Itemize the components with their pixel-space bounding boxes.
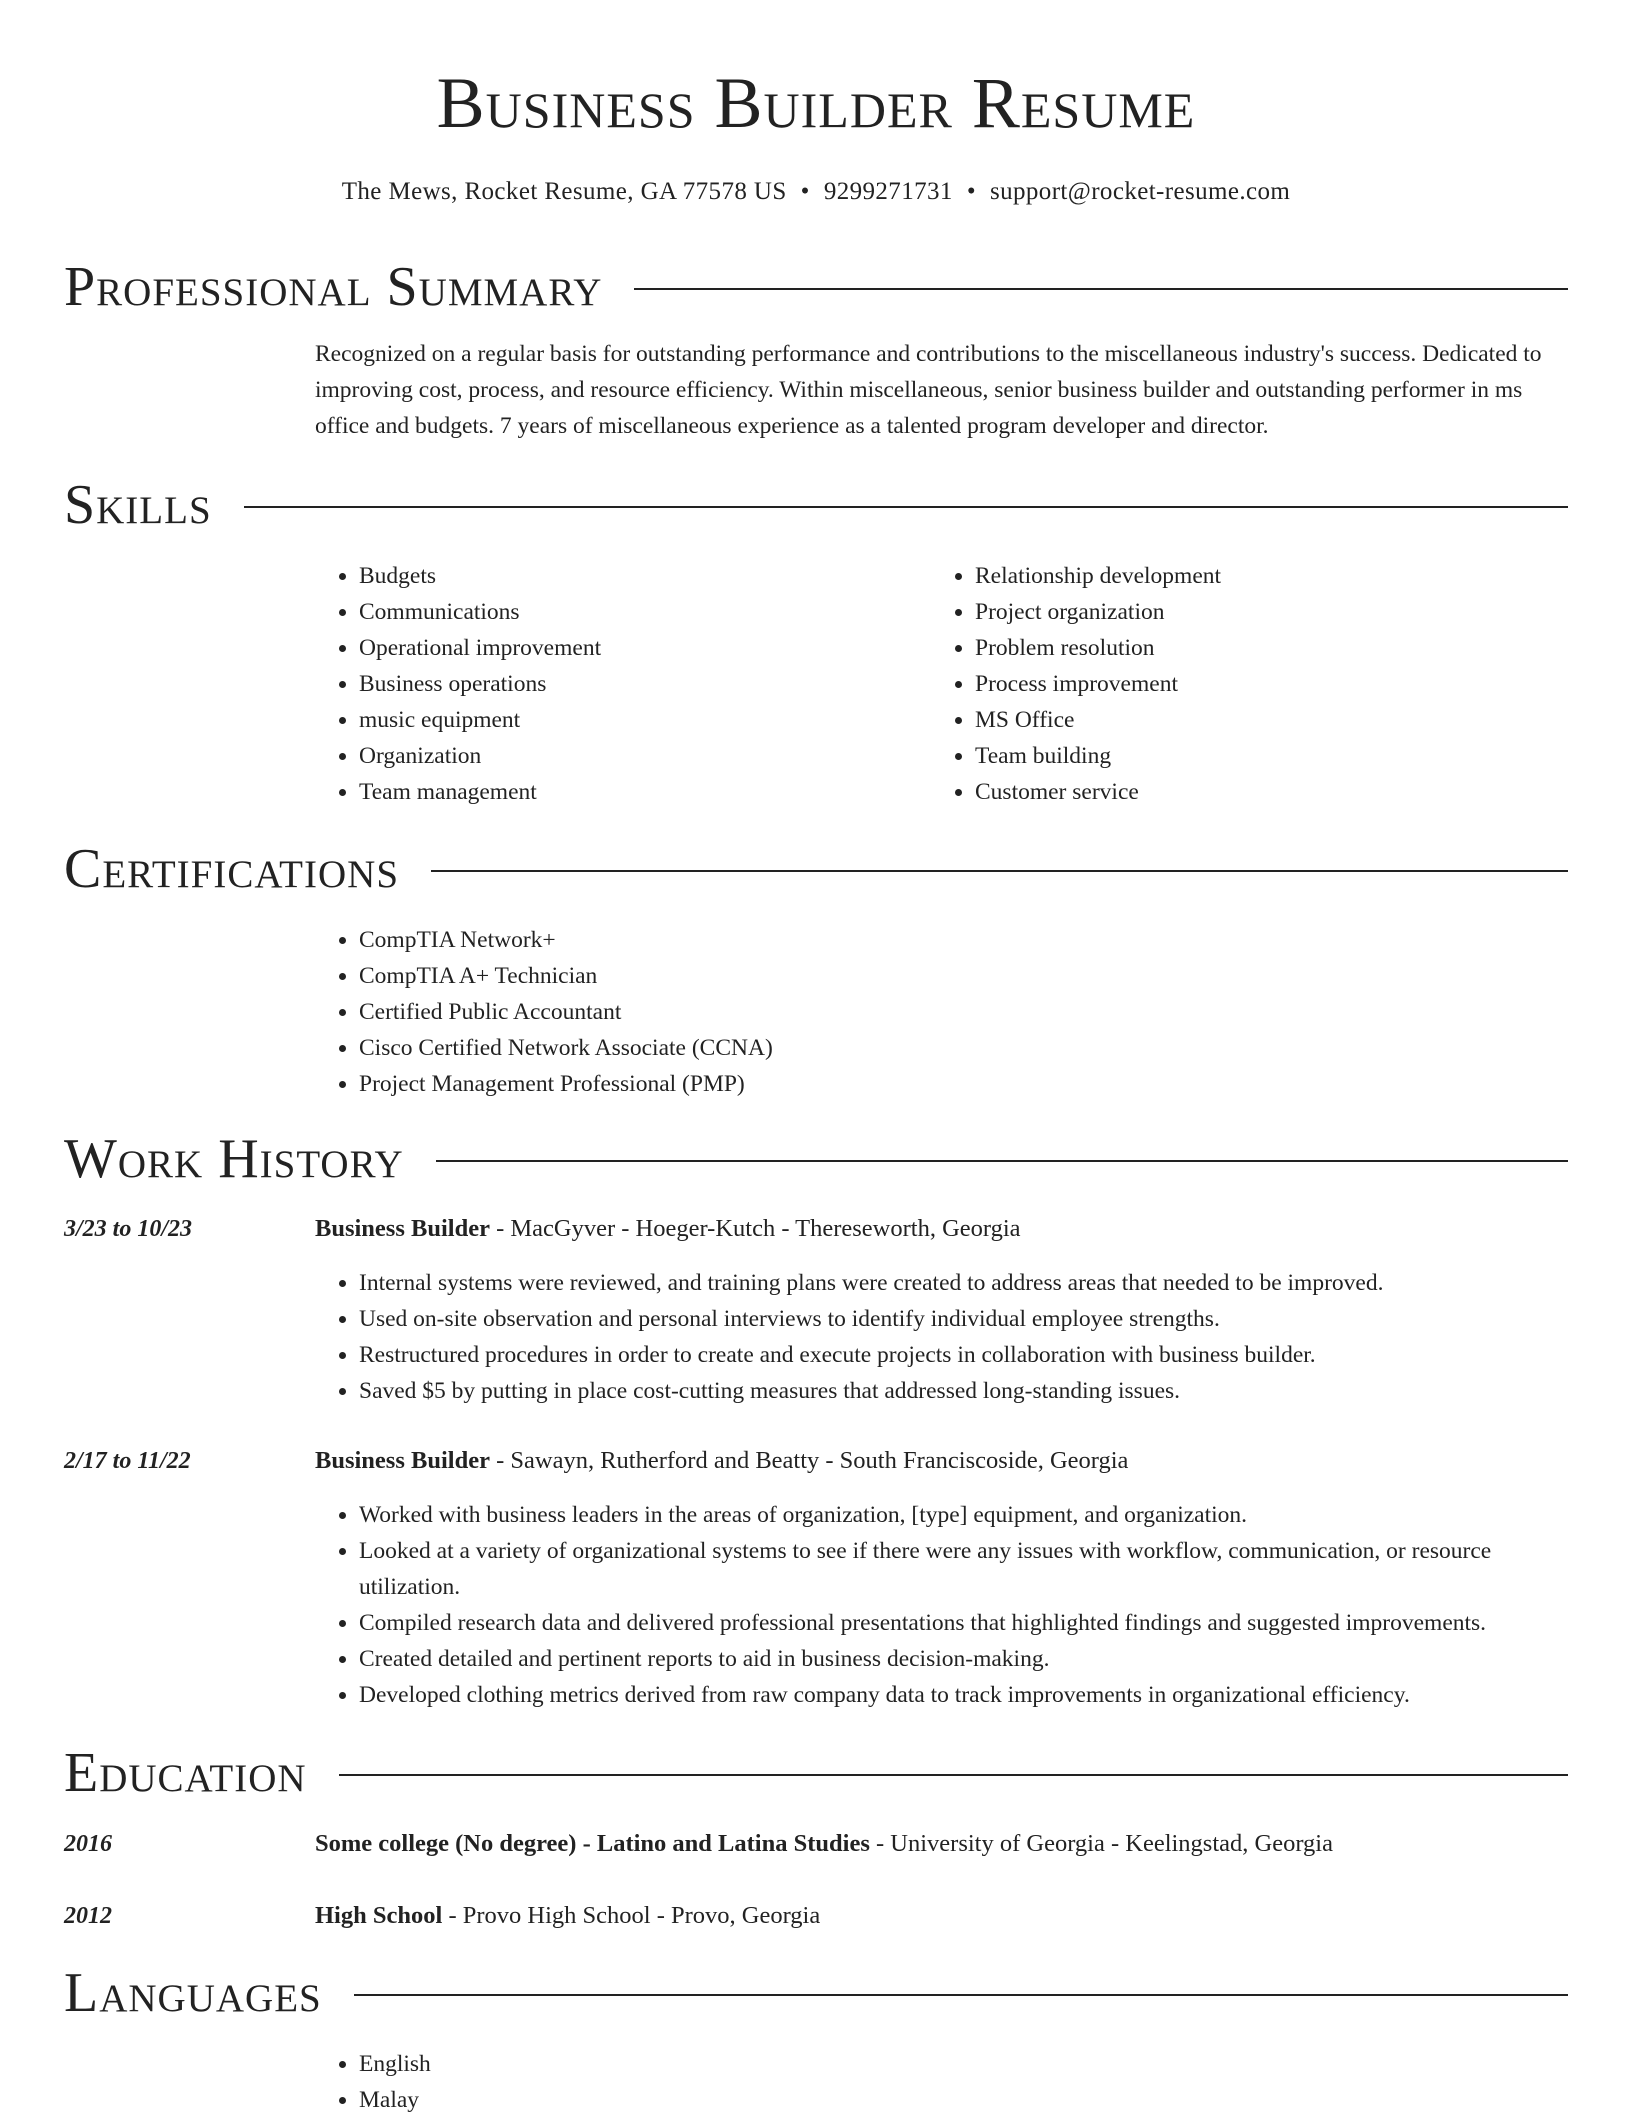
skills-title: Skills	[64, 474, 212, 536]
skill-item: • Problem resolution	[975, 630, 1547, 666]
job-entry	[64, 1211, 1568, 1409]
certifications-list	[315, 922, 1568, 1102]
job-bullet: • Created detailed and pertinent reports to aid in business decision-making.	[359, 1641, 1568, 1677]
skills-left-column	[315, 558, 931, 810]
contact-address: The Mews, Rocket Resume, GA 77578 US	[341, 178, 787, 205]
job-title	[315, 1211, 1568, 1247]
skill-item: • Operational improvement	[359, 630, 931, 666]
job-bullet: • Used on-site observation and personal interviews to identify individual employee strengths.	[359, 1301, 1568, 1337]
work-history-header	[64, 1124, 1568, 1194]
skill-item: • Communications	[359, 594, 931, 630]
skills-header	[64, 470, 1568, 540]
job-bullet: • Looked at a variety of organizational systems to see if there were any issues with workflow, communication, or resource utilization.	[359, 1533, 1568, 1605]
education-title-line	[315, 1826, 1568, 1862]
skill-item: • music equipment	[359, 702, 931, 738]
work-history-section	[64, 1124, 1568, 1194]
job-bullets	[315, 1265, 1568, 1409]
job-bullet: • Developed clothing metrics derived from raw company data to track improvements in organizational efficiency.	[359, 1677, 1568, 1713]
summary-text: Recognized on a regular basis for outstanding performance and contributions to the miscellaneous industry's success. Dedicated to improving cost, process, and resource efficiency. Within miscellaneous, senior business builder and outstanding performer in ms office and budgets. 7 years of miscellaneous experience as a talented program developer and director.	[315, 341, 1542, 439]
languages-section	[64, 1958, 1568, 2118]
education-title-line	[315, 1898, 1568, 1934]
skill-item: • Business operations	[359, 666, 931, 702]
language-item: • Malay	[359, 2082, 1568, 2118]
skill-item: • Team management	[359, 774, 931, 810]
skill-item: • Budgets	[359, 558, 931, 594]
skill-item: • MS Office	[975, 702, 1547, 738]
skills-section	[64, 470, 1568, 810]
languages-list	[315, 2046, 1568, 2118]
languages-title: Languages	[64, 1962, 322, 2024]
job-bullet: • Internal systems were reviewed, and training plans were created to address areas that needed to be improved.	[359, 1265, 1568, 1301]
section-divider	[354, 1994, 1568, 1996]
contact-separator: •	[966, 178, 976, 205]
education-year: 2016	[64, 1831, 112, 1857]
certification-item: • Cisco Certified Network Associate (CCNA)	[359, 1030, 1568, 1066]
section-divider	[436, 1160, 1568, 1162]
certifications-section	[64, 834, 1568, 1102]
work-history-title: Work History	[64, 1128, 404, 1190]
certification-item: • Project Management Professional (PMP)	[359, 1066, 1568, 1102]
contact-phone: 9299271731	[823, 178, 953, 205]
education-degree: High School	[315, 1902, 443, 1929]
summary-title: Professional Summary	[64, 256, 603, 318]
education-degree: Some college (No degree) - Latino and Latina Studies	[315, 1830, 870, 1857]
education-details: - University of Georgia - Keelingstad, Georgia	[869, 1830, 1333, 1857]
contact-line	[0, 174, 1632, 210]
job-dates: 3/23 to 10/23	[64, 1216, 193, 1242]
certifications-title: Certifications	[64, 838, 400, 900]
section-divider	[431, 870, 1568, 872]
job-bullet: • Worked with business leaders in the areas of organization, [type] equipment, and organization.	[359, 1497, 1568, 1533]
skill-item: • Customer service	[975, 774, 1547, 810]
job-role: Business Builder	[315, 1447, 490, 1474]
education-entry	[64, 1826, 1568, 1862]
job-role: Business Builder	[315, 1215, 490, 1242]
summary-header	[64, 252, 1568, 322]
job-title	[315, 1443, 1568, 1479]
certification-item: • CompTIA A+ Technician	[359, 958, 1568, 994]
certifications-header	[64, 834, 1568, 904]
skill-item: • Project organization	[975, 594, 1547, 630]
education-entry	[64, 1898, 1568, 1934]
contact-email: support@rocket-resume.com	[989, 178, 1291, 205]
skill-item: • Organization	[359, 738, 931, 774]
job-dates: 2/17 to 11/22	[64, 1448, 191, 1474]
job-details: - MacGyver - Hoeger-Kutch - Thereseworth, Georgia	[489, 1215, 1021, 1242]
job-bullet: • Restructured procedures in order to create and execute projects in collaboration with business builder.	[359, 1337, 1568, 1373]
job-bullet: • Saved $5 by putting in place cost-cutting measures that addressed long-standing issues.	[359, 1373, 1568, 1409]
skills-right-column	[931, 558, 1547, 810]
job-details: - Sawayn, Rutherford and Beatty - South Franciscoside, Georgia	[489, 1447, 1129, 1474]
resume-name: Business Builder Resume	[436, 63, 1196, 143]
job-entry	[64, 1443, 1568, 1713]
education-details: - Provo High School - Provo, Georgia	[442, 1902, 821, 1929]
contact-separator: •	[800, 178, 810, 205]
summary-section	[64, 252, 1568, 444]
education-year: 2012	[64, 1903, 112, 1929]
certification-item: • CompTIA Network+	[359, 922, 1568, 958]
language-item: • English	[359, 2046, 1568, 2082]
job-bullet: • Compiled research data and delivered professional presentations that highlighted findings and suggested improvements.	[359, 1605, 1568, 1641]
section-divider	[244, 506, 1568, 508]
education-title: Education	[64, 1742, 307, 1804]
skill-item: • Relationship development	[975, 558, 1547, 594]
skill-item: • Team building	[975, 738, 1547, 774]
section-divider	[634, 288, 1568, 290]
job-bullets	[315, 1497, 1568, 1713]
education-header	[64, 1738, 1568, 1808]
skills-columns	[315, 558, 1568, 810]
languages-header	[64, 1958, 1568, 2028]
section-divider	[339, 1774, 1568, 1776]
education-section	[64, 1738, 1568, 1808]
skill-item: • Process improvement	[975, 666, 1547, 702]
certification-item: • Certified Public Accountant	[359, 994, 1568, 1030]
